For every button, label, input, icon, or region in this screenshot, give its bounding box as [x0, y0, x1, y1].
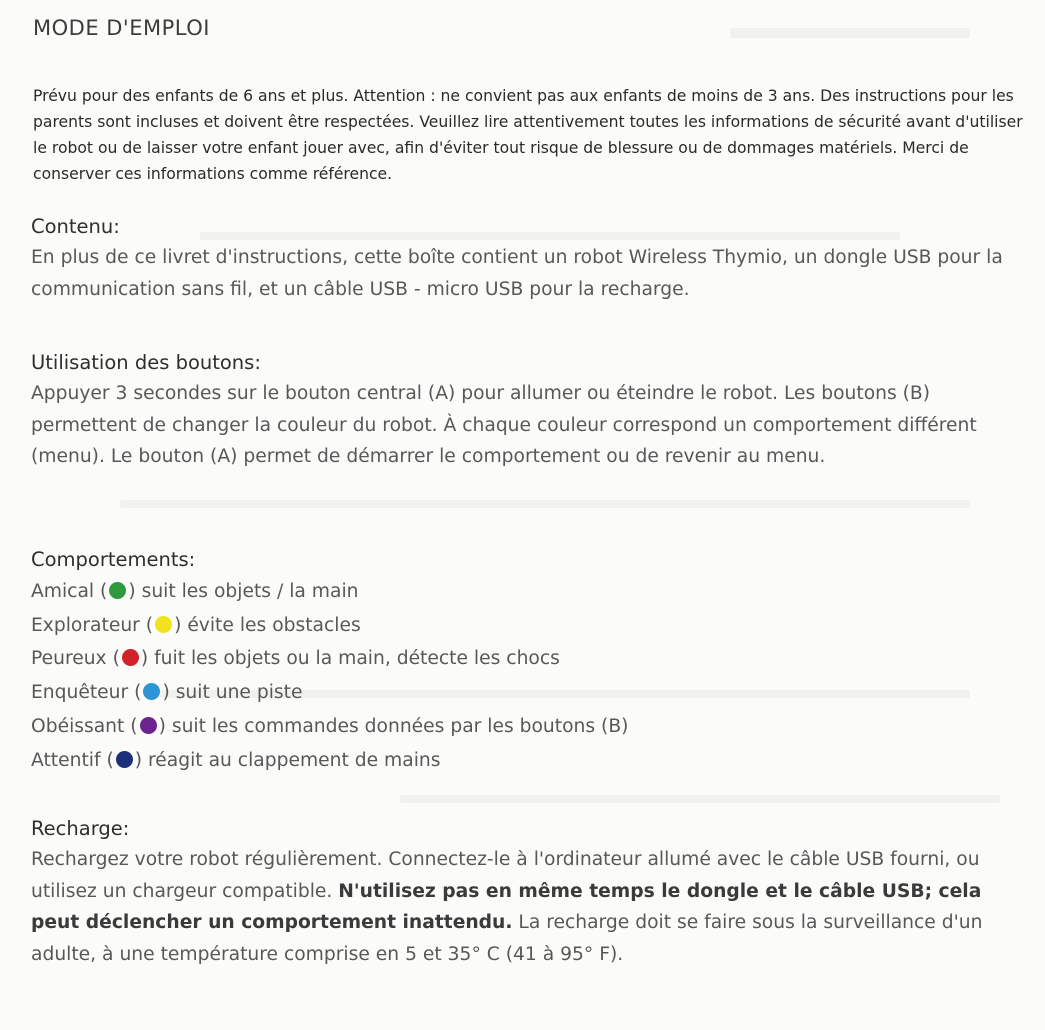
- section-comportements: [31, 545, 1021, 777]
- behavior-description: suit une piste: [175, 682, 303, 704]
- intro-paragraph: Prévu pour des enfants de 6 ans et plus. Attention : ne convient pas aux enfants de moins de 3 ans. Des instructions pour les parents sont incluses et doivent être respectées. Veuillez lire attentivement toutes les informations de sécurité avant d'utiliser le robot ou de laisser votre enfant jouer avec, afin d'éviter tout risque de blessure ou de dommages matériels. Merci de conserver ces informations comme référence.: [33, 87, 1023, 183]
- behavior-name: Explorateur: [31, 614, 140, 636]
- recharge-text-end: La recharge doit se faire sous la surveillance d'un adulte, à une température comprise en 5 et 35° C (41 à 95° F).: [31, 912, 983, 965]
- yellow-dot-icon: [155, 616, 172, 633]
- behavior-name: Enquêteur: [31, 682, 129, 704]
- behavior-item: Amical ( ) suit les objets / la main: [31, 581, 359, 602]
- section-recharge: [31, 814, 1021, 970]
- section-text: En plus de ce livret d'instructions, cette boîte contient un robot Wireless Thymio, un dongle USB pour la communication sans fil, et un câble USB - micro USB pour la recharge.: [31, 247, 1003, 300]
- section-contenu: [31, 212, 1021, 305]
- behavior-item: Attentif ( ) réagit au clappement de mains: [31, 749, 441, 771]
- behavior-item: Enquêteur ( ) suit une piste: [31, 682, 303, 704]
- behavior-description: réagit au clappement de mains: [148, 749, 441, 771]
- light-blue-dot-icon: [143, 683, 160, 700]
- green-dot-icon: [109, 582, 126, 599]
- behavior-name: Peureux: [31, 648, 107, 670]
- behavior-description: suit les commandes données par les boutons (B): [171, 715, 629, 737]
- behavior-name: Amical: [31, 581, 95, 602]
- behavior-name: Attentif: [31, 749, 101, 771]
- behavior-name: Obéissant: [31, 715, 125, 737]
- behavior-description: fuit les objets ou la main, détecte les chocs: [154, 648, 560, 670]
- behavior-item: Obéissant ( ) suit les commandes données par les boutons (B): [31, 715, 629, 737]
- bleed-through-texture: [120, 500, 970, 508]
- bleed-through-texture: [400, 795, 1000, 803]
- section-text: Appuyer 3 secondes sur le bouton central (A) pour allumer ou éteindre le robot. Les boutons (B) permettent de changer la couleur du robot. À chaque couleur correspond un comportement différent (menu). Le bouton (A) permet de démarrer le comportement ou de revenir au menu.: [31, 383, 977, 467]
- recharge-text-start: Rechargez votre robot régulièrement. Connectez-le à l'ordinateur allumé avec le câble USB fourni, ou utilisez un chargeur compatible.: [31, 849, 980, 902]
- purple-dot-icon: [140, 717, 157, 734]
- red-dot-icon: [122, 649, 139, 666]
- behavior-list: [31, 575, 1021, 777]
- page-title: MODE D'EMPLOI: [33, 16, 210, 40]
- section-heading: Comportements:: [31, 548, 196, 571]
- section-text: [31, 844, 1021, 970]
- section-heading: Utilisation des boutons:: [31, 351, 261, 374]
- behavior-description: suit les objets / la main: [141, 581, 359, 602]
- behavior-item: Peureux ( ) fuit les objets ou la main, détecte les chocs: [31, 648, 560, 670]
- section-heading: Recharge:: [31, 817, 130, 840]
- behavior-description: évite les obstacles: [187, 614, 361, 636]
- behavior-item: Explorateur ( ) évite les obstacles: [31, 614, 361, 636]
- recharge-warning: N'utilisez pas en même temps le dongle et le câble USB; cela peut déclencher un comportement inattendu.: [31, 880, 982, 933]
- bleed-through-texture: [730, 28, 970, 38]
- dark-blue-dot-icon: [116, 751, 133, 768]
- section-heading: Contenu:: [31, 215, 120, 238]
- section-utilisation-boutons: [31, 348, 1021, 473]
